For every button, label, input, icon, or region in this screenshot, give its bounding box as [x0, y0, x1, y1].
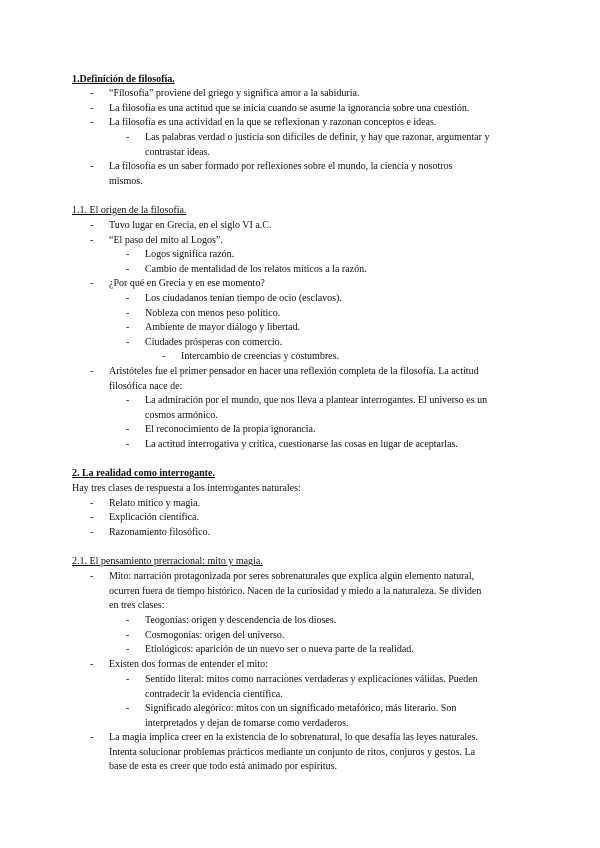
text-line: filosófica nace de:: [109, 380, 183, 392]
bullet-dash: -: [90, 732, 94, 743]
bullet-dash: -: [126, 439, 130, 450]
bullet-dash: -: [90, 571, 94, 582]
text-line: Sentido literal: mitos como narraciones verdaderas y explicaciones válidas. Pueden: [145, 674, 478, 685]
list-item: [162, 350, 339, 365]
list-item-text: La actitud interrogativa y crítica, cuestionarse las cosas en lugar de aceptarlas.: [145, 439, 458, 450]
bullet-dash: -: [90, 512, 94, 523]
text-line: ocurren fuera de tiempo histórico. Nacen de la curiosidad y miedo a la naturaleza. Se dividen: [109, 585, 482, 597]
list-item: [90, 658, 268, 673]
bullet-dash: -: [126, 674, 130, 685]
list-item: [90, 87, 360, 102]
list-item: [90, 570, 482, 614]
text-line: Mito: narración protagonizada por seres sobrenaturales que explica algún elemento natural,: [109, 571, 475, 582]
bullet-dash: -: [90, 498, 94, 509]
list-item: [126, 321, 300, 336]
list-item: [90, 219, 272, 234]
list-item-text: [109, 160, 453, 189]
list-item: [90, 365, 479, 394]
text-line: en tres clases:: [109, 600, 165, 612]
list-item: [126, 423, 316, 438]
text-line: La filosofía es un saber formado por reflexiones sobre el mundo, la ciencia y nosotros: [109, 161, 453, 172]
list-item-text: Nobleza con menos peso político.: [145, 308, 281, 319]
list-item: [126, 438, 458, 453]
bullet-dash: -: [126, 249, 130, 260]
list-item-text: Intercambio de creencias y costumbres.: [181, 351, 339, 362]
bullet-dash: -: [126, 337, 130, 348]
list-item-text: [145, 702, 456, 731]
text-line: contradecir la evidencia científica.: [145, 688, 283, 700]
list-item-text: Los ciudadanos tenían tiempo de ocio (esclavos).: [145, 293, 342, 304]
bullet-dash: -: [126, 630, 130, 641]
list-item: [126, 673, 478, 702]
list-item: [126, 614, 337, 629]
bullet-dash: -: [162, 351, 166, 362]
list-item-text: Relato mítico y magia.: [109, 498, 201, 509]
text-line: La magia implica creer en la existencia de lo sobrenatural, lo que desafía las leyes naturales.: [109, 732, 479, 743]
list-item-text: [145, 131, 489, 160]
list-item: [126, 629, 285, 644]
list-item-text: Tuvo lugar en Grecia, en el siglo VI a.C.: [109, 220, 272, 231]
bullet-dash: -: [90, 103, 94, 114]
list-item: [126, 336, 283, 351]
bullet-dash: -: [90, 366, 94, 377]
text-line: La admiración por el mundo, que nos lleva a plantear interrogantes. El universo es un: [145, 395, 488, 406]
list-item-text: Ambiente de mayor diálogo y libertad.: [145, 322, 300, 333]
list-item: [90, 731, 479, 775]
list-item-text: Explicación científica.: [109, 512, 199, 523]
list-item-text: Etiológicos: aparición de un nuevo ser o nueva parte de la realidad.: [145, 644, 414, 655]
list-item: [126, 248, 235, 263]
bullet-dash: -: [126, 424, 130, 435]
text-line: Significado alegórico: mitos con un significado metafórico, más literario. Son: [145, 703, 457, 714]
bullet-dash: -: [90, 659, 94, 670]
bullet-dash: -: [126, 308, 130, 319]
section-2-1-heading: 2.1. El pensamiento prerracional: mito y magia.: [72, 556, 263, 567]
list-item: [126, 307, 281, 322]
list-item-text: “El paso del mito al Logos”.: [109, 235, 223, 246]
list-item-text: Cosmogonías: origen del universo.: [145, 630, 285, 641]
bullet-dash: -: [90, 278, 94, 289]
bullet-dash: -: [90, 161, 94, 172]
section-2-intro: Hay tres clases de respuesta a los interrogantes naturales:: [72, 483, 301, 494]
list-item-text: ¿Por qué en Grecia y en ese momento?: [109, 278, 265, 289]
list-item: [126, 292, 342, 307]
text-line: Intenta solucionar problemas prácticos mediante un conjunto de ritos, conjuros y gestos. La: [109, 746, 476, 758]
bullet-dash: -: [90, 220, 94, 231]
list-item-text: Logos significa razón.: [145, 249, 235, 260]
list-item-text: Teogonías: origen y descendencia de los dioses.: [145, 615, 337, 626]
list-item-text: [109, 365, 479, 394]
bullet-dash: -: [126, 615, 130, 626]
list-item-text: [145, 673, 478, 702]
list-item: [90, 160, 453, 189]
list-item-text: [145, 394, 487, 423]
text-line: interpretados y dejan de tomarse como verdaderos.: [145, 717, 349, 729]
list-item-text: La filosofía es una actitud que se inicia cuando se asume la ignorancia sobre una cuestión.: [109, 103, 470, 114]
list-item: [90, 277, 265, 292]
text-line: contrastar ideas.: [145, 146, 210, 158]
section-2-heading: 2. La realidad como interrogante.: [72, 468, 215, 479]
bullet-dash: -: [90, 117, 94, 128]
bullet-dash: -: [126, 264, 130, 275]
bullet-dash: -: [126, 395, 130, 406]
list-item: [126, 643, 414, 658]
bullet-dash: -: [126, 644, 130, 655]
list-item: [90, 116, 437, 131]
list-item: [126, 702, 457, 731]
list-item-text: Razonamiento filosófico.: [109, 527, 211, 538]
bullet-dash: -: [126, 322, 130, 333]
list-item-text: [109, 570, 481, 614]
bullet-dash: -: [126, 703, 130, 714]
section-1-1-heading: 1.1. El origen de la filosofía.: [72, 205, 187, 216]
bullet-dash: -: [126, 293, 130, 304]
list-item: [90, 526, 211, 541]
list-item-text: “Filosofía” proviene del griego y significa amor a la sabiduría.: [109, 88, 360, 99]
list-item: [90, 102, 470, 117]
list-item-text: Existen dos formas de entender el mito:: [109, 659, 268, 670]
bullet-dash: -: [90, 88, 94, 99]
text-line: base de esta es creer que todo está animado por espíritus.: [109, 761, 337, 773]
list-item-text: El reconocimiento de la propia ignorancia.: [145, 424, 316, 435]
bullet-dash: -: [90, 235, 94, 246]
list-item-text: La filosofía es una actividad en la que se reflexionan y razonan conceptos e ideas.: [109, 117, 437, 128]
section-1-heading: 1.Definición de filosofía.: [72, 74, 175, 85]
list-item-text: Ciudades prósperas con comercio.: [145, 337, 283, 348]
text-line: cosmos armónico.: [145, 409, 218, 421]
bullet-dash: -: [126, 132, 130, 143]
list-item: [90, 234, 223, 249]
list-item: [126, 263, 367, 278]
text-line: Las palabras verdad o justicia son difíciles de definir, y hay que razonar, argumentar y: [145, 132, 490, 143]
list-item-text: [109, 731, 478, 775]
list-item: [90, 511, 199, 526]
list-item-text: Cambio de mentalidad de los relatos míticos a la razón.: [145, 264, 367, 275]
text-line: mismos.: [109, 175, 143, 187]
bullet-dash: -: [90, 527, 94, 538]
text-line: Aristóteles fue el primer pensador en hacer una reflexión completa de la filosofía. La actitud: [109, 366, 479, 377]
list-item: [126, 394, 488, 423]
list-item: [126, 131, 490, 160]
list-item: [90, 497, 201, 512]
